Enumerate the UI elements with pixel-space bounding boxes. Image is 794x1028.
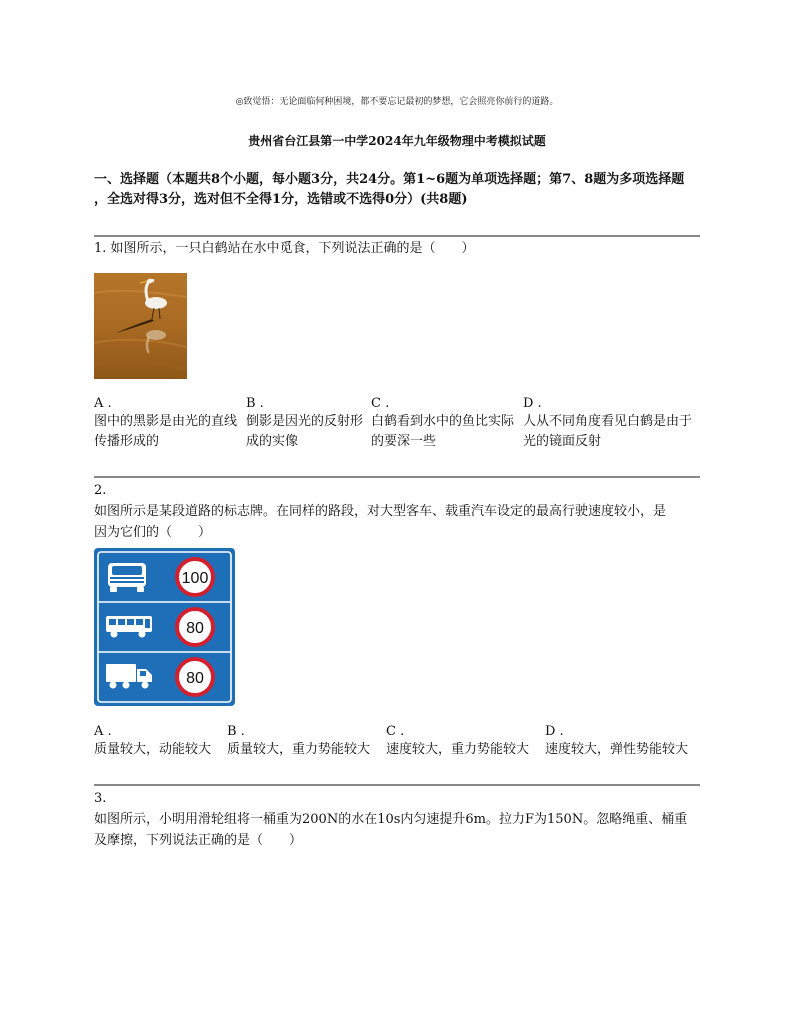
q1-stem: 1. 如图所示，一只白鹤站在水中觅食，下列说法正确的是（ ） (94, 241, 475, 256)
option-label: C . (371, 396, 390, 411)
q3-stem (94, 788, 704, 851)
option-text: 倒影是因光的反射形成的实像 (246, 414, 364, 449)
q1-option-a[interactable] (94, 394, 246, 452)
question-divider (94, 476, 700, 478)
q2-option-d[interactable] (545, 722, 705, 760)
section-heading-line1: 一、选择题（本题共8个小题，每小题3分，共24分。第1~6题为单项选择题；第7、8题为多项选择题 (94, 172, 685, 187)
q2-number: 2. (94, 483, 107, 498)
option-label: B . (227, 724, 245, 739)
speed-value: 100 (181, 570, 209, 587)
option-label: B . (246, 396, 264, 411)
q2-option-a[interactable] (94, 722, 228, 760)
q2-stem (94, 480, 704, 543)
motto-line: ◎致觉悟：无论面临何种困境，都不要忘记最初的梦想，它会照亮你前行的道路。 (235, 97, 559, 107)
speed-limit-sign (94, 548, 235, 706)
speed-circle (177, 559, 213, 595)
q1-option-c[interactable] (371, 394, 523, 452)
section-heading-line2: ，全选对得3分，选对但不全得1分，选错或不选得0分）(共8题) (94, 192, 468, 207)
egret-photo (94, 273, 187, 379)
page-title: 贵州省台江县第一中学2024年九年级物理中考模拟试题 (248, 134, 546, 148)
option-text: 速度较大，重力势能较大 (386, 742, 530, 757)
option-text: 质量较大，重力势能较大 (227, 742, 371, 757)
option-text: 人从不同角度看见白鹤是由于光的镜面反射 (523, 414, 693, 449)
option-label: A . (94, 396, 112, 411)
q1-option-d[interactable] (523, 394, 703, 452)
q3-stem-line2: 及摩擦，下列说法正确的是（ ） (94, 833, 303, 848)
option-label: D . (545, 724, 564, 739)
q2-option-c[interactable] (386, 722, 544, 760)
option-label: D . (523, 396, 542, 411)
speed-circle (177, 609, 213, 645)
speed-value: 80 (186, 620, 204, 637)
option-text: 图中的黑影是由光的直线传播形成的 (94, 414, 238, 449)
q2-stem-line2: 因为它们的（ ） (94, 525, 212, 540)
section-heading (94, 170, 704, 210)
question-divider (94, 784, 700, 786)
speed-circle (177, 659, 213, 695)
option-text: 白鹤看到水中的鱼比实际的要深一些 (371, 414, 515, 449)
q2-option-b[interactable] (227, 722, 385, 760)
q3-stem-line1: 如图所示，小明用滑轮组将一桶重为200N的水在10s内匀速提升6m。拉力F为150N。忽略绳重、桶重 (94, 812, 688, 827)
option-label: A . (94, 724, 112, 739)
speed-value: 80 (186, 670, 204, 687)
q2-stem-line1: 如图所示是某段道路的标志牌。在同样的路段，对大型客车、载重汽车设定的最高行驶速度较小，是 (94, 504, 667, 519)
question-divider (94, 235, 700, 237)
option-text: 速度较大，弹性势能较大 (545, 742, 689, 757)
q1-option-b[interactable] (246, 394, 370, 452)
option-label: C . (386, 724, 405, 739)
q3-number: 3. (94, 791, 107, 806)
egret-photo-icon (94, 273, 187, 379)
option-text: 质量较大，动能较大 (94, 742, 212, 757)
speed-limit-sign-graphic (94, 548, 235, 706)
